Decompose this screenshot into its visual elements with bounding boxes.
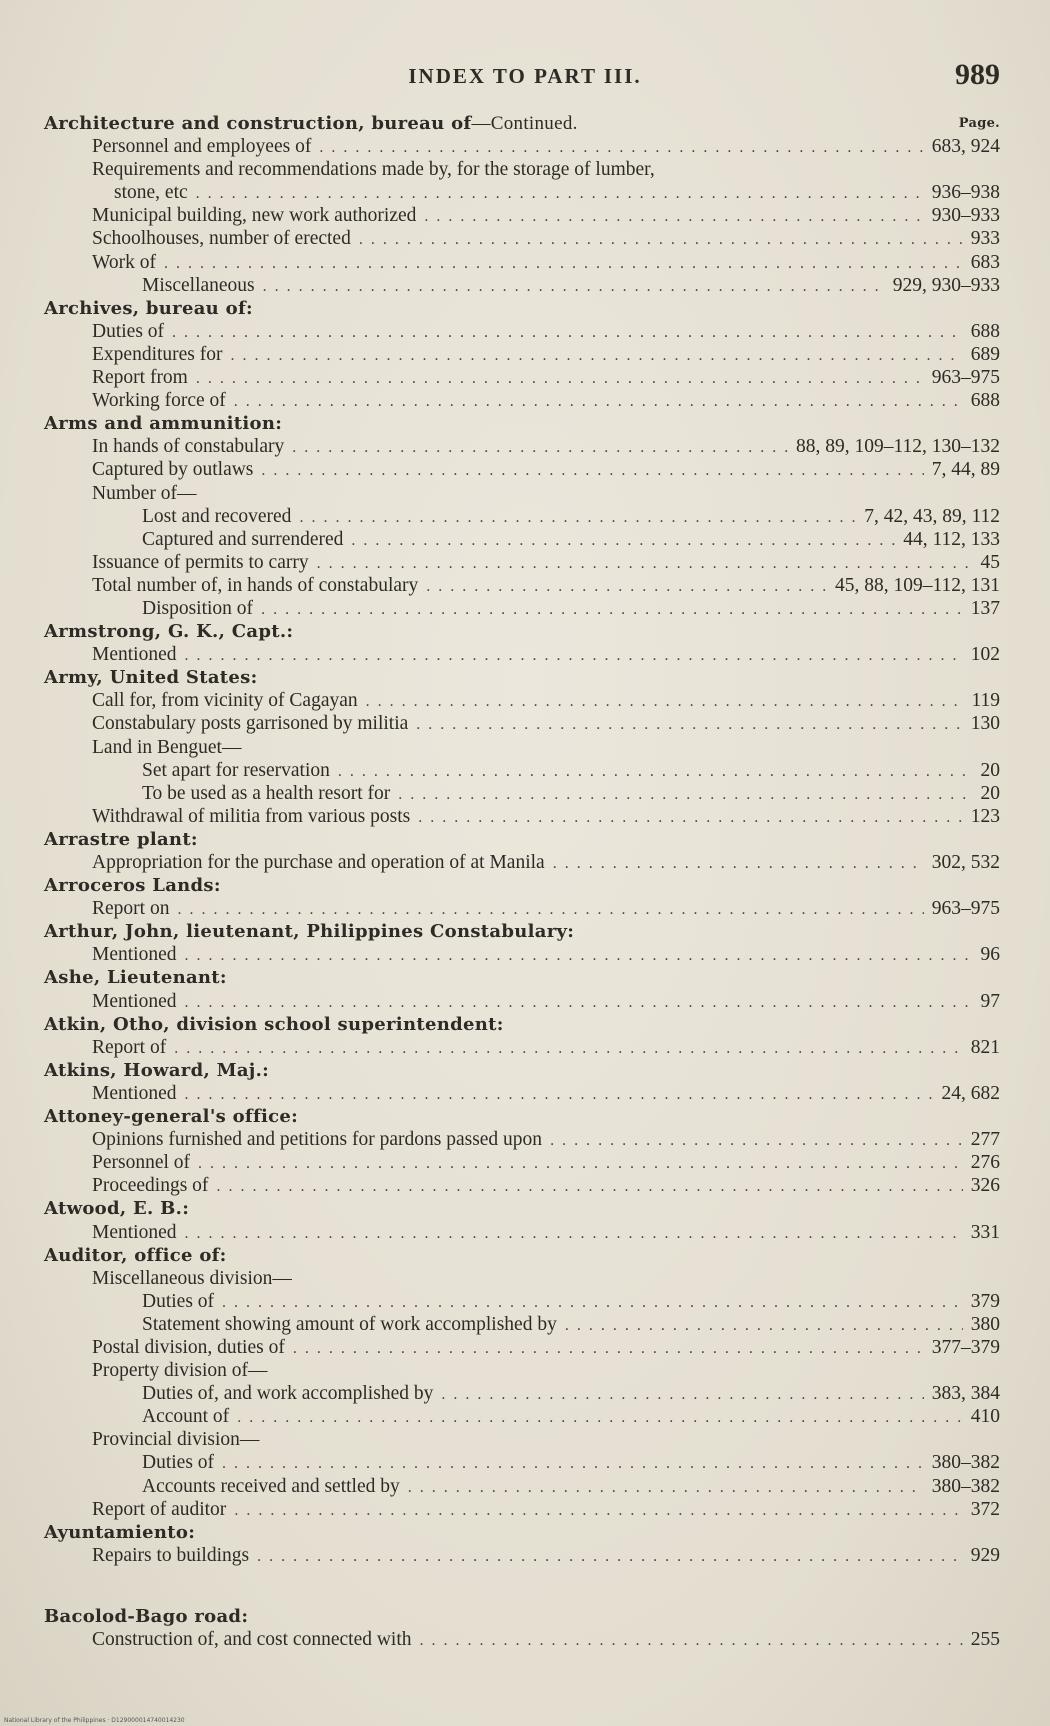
entry-text: Provincial division— (92, 1429, 260, 1451)
index-heading (44, 112, 1000, 135)
entry-page: 689 (970, 343, 1000, 365)
heading-text: Atkin, Otho, division school superintendent: (44, 1013, 504, 1035)
entry-page: 130 (970, 713, 1000, 735)
entry-text: Requirements and recommendations made by, for the storage of lumber, (92, 159, 655, 181)
heading-text: Auditor, office of: (44, 1244, 227, 1266)
index-heading (44, 1521, 1000, 1544)
entry-text: Lost and recovered (142, 505, 292, 527)
entry-page: 380 (970, 1313, 1000, 1335)
index-entry (44, 897, 1000, 920)
index-entry (44, 1174, 1000, 1197)
scan-footer: National Library of the Philippines · D129000014740014230 (4, 1717, 185, 1724)
entry-page: 7, 44, 89 (931, 459, 1000, 481)
entry-text: Duties of, and work accomplished by (142, 1383, 434, 1405)
index-entry (44, 805, 1000, 828)
entry-page: 44, 112, 133 (903, 528, 1000, 550)
index-entry (44, 458, 1000, 481)
entry-page: 137 (970, 597, 1000, 619)
index-entry (44, 1267, 1000, 1290)
entry-text: Issuance of permits to carry (92, 551, 309, 573)
entry-text: Duties of (142, 1290, 215, 1312)
index-heading (44, 1013, 1000, 1036)
index-entry (44, 1628, 1000, 1651)
index-heading (44, 966, 1000, 989)
heading-text: Arrastre plant: (44, 828, 198, 850)
entry-text: Proceedings of (92, 1175, 209, 1197)
entry-page: 963–975 (931, 898, 1000, 920)
entry-page: 936–938 (931, 182, 1000, 204)
entry-text: Report from (92, 367, 188, 389)
heading-text: Arroceros Lands: (44, 875, 221, 897)
index-entry (44, 505, 1000, 528)
index-entry (44, 158, 1000, 181)
entry-page: 20 (980, 782, 1000, 804)
index-entry (44, 551, 1000, 574)
entry-text: Statement showing amount of work accomplished by (142, 1313, 557, 1335)
entry-text: Call for, from vicinity of Cagayan (92, 690, 358, 712)
heading-text: Arthur, John, lieutenant, Philippines Constabulary: (44, 921, 575, 943)
entry-text: Duties of (142, 1452, 215, 1474)
index-entry (44, 482, 1000, 505)
index-list (44, 112, 1000, 1651)
index-entry (44, 1544, 1000, 1567)
entry-page: 821 (970, 1036, 1000, 1058)
entry-text: Miscellaneous (142, 274, 255, 296)
index-entry (44, 204, 1000, 227)
entry-page: 123 (970, 805, 1000, 827)
entry-page: 277 (970, 1129, 1000, 1151)
entry-text: Personnel of (92, 1152, 191, 1174)
entry-text: Account of (142, 1406, 230, 1428)
index-entry (44, 1036, 1000, 1059)
index-heading (44, 1197, 1000, 1220)
entry-text: Working force of (92, 390, 226, 412)
heading-text: Armstrong, G. K., Capt.: (44, 621, 294, 643)
entry-text: Captured and surrendered (142, 528, 344, 550)
entry-page: 930–933 (931, 205, 1000, 227)
index-entry (44, 759, 1000, 782)
page-number: 989 (955, 58, 1000, 91)
index-entry (44, 1405, 1000, 1428)
index-entry (44, 343, 1000, 366)
index-entry (44, 389, 1000, 412)
entry-page: 276 (970, 1152, 1000, 1174)
entry-text: Report on (92, 898, 170, 920)
index-entry (44, 1336, 1000, 1359)
entry-text: Expenditures for (92, 343, 223, 365)
index-entry (44, 851, 1000, 874)
entry-page: 45 (980, 551, 1000, 573)
index-entry (44, 643, 1000, 666)
continued-label: —Continued. (471, 113, 578, 134)
index-entry (44, 1082, 1000, 1105)
entry-text: Construction of, and cost connected with (92, 1629, 412, 1650)
entry-text: Report of auditor (92, 1498, 227, 1520)
index-heading (44, 874, 1000, 897)
heading-text: Bacolod-Bago road: (44, 1605, 249, 1627)
entry-page: 302, 532 (931, 852, 1000, 873)
heading-text: Architecture and construction, bureau of (44, 113, 472, 134)
entry-page: 96 (980, 944, 1000, 966)
index-entry (44, 366, 1000, 389)
index-entry (44, 1313, 1000, 1336)
entry-text: Postal division, duties of (92, 1336, 285, 1358)
entry-text: Set apart for reservation (142, 759, 330, 781)
page-header (0, 58, 1050, 98)
entry-page: 326 (970, 1175, 1000, 1197)
entry-page: 380–382 (931, 1475, 1000, 1497)
index-entry (44, 227, 1000, 250)
heading-text: Attoney-general's office: (44, 1106, 299, 1128)
entry-text: Schoolhouses, number of erected (92, 228, 351, 250)
index-entry (44, 274, 1000, 297)
entry-text: Withdrawal of militia from various posts (92, 805, 411, 827)
index-heading (44, 297, 1000, 320)
index-heading (44, 920, 1000, 943)
entry-text: Appropriation for the purchase and operation of at Manila (92, 852, 545, 873)
index-entry (44, 181, 1000, 204)
entry-text: Miscellaneous division— (92, 1267, 292, 1289)
index-heading (44, 1244, 1000, 1267)
entry-page: 383, 384 (931, 1383, 1000, 1405)
index-entry (44, 1475, 1000, 1498)
entry-text: Municipal building, new work authorized (92, 205, 417, 227)
entry-page: 119 (971, 690, 1000, 712)
entry-page: 255 (970, 1629, 1000, 1650)
entry-page: 963–975 (931, 367, 1000, 389)
heading-text: Army, United States: (44, 667, 258, 689)
entry-text: Opinions furnished and petitions for pardons passed upon (92, 1129, 543, 1151)
entry-text: Disposition of (142, 597, 254, 619)
entry-page: 410 (970, 1406, 1000, 1428)
entry-text: Land in Benguet— (92, 736, 242, 758)
entry-page: 380–382 (931, 1452, 1000, 1474)
index-heading (44, 666, 1000, 689)
index-entry (44, 943, 1000, 966)
index-entry (44, 251, 1000, 274)
entry-page: 379 (970, 1290, 1000, 1312)
heading-text: Arms and ammunition: (44, 413, 283, 435)
entry-text: Constabulary posts garrisoned by militia (92, 713, 409, 735)
index-entry (44, 736, 1000, 759)
index-entry (44, 782, 1000, 805)
entry-page: 372 (970, 1498, 1000, 1520)
entry-text: Captured by outlaws (92, 459, 254, 481)
entry-text: Duties of (92, 320, 165, 342)
entry-text: To be used as a health resort for (142, 782, 391, 804)
entry-page: 683, 924 (931, 136, 1000, 158)
entry-page: 929, 930–933 (892, 274, 1000, 296)
entry-page: 683 (970, 251, 1000, 273)
entry-page: 688 (970, 390, 1000, 412)
index-entry (44, 135, 1000, 158)
entry-page: 20 (980, 759, 1000, 781)
index-heading (44, 620, 1000, 643)
index-heading (44, 828, 1000, 851)
entry-text: Mentioned (92, 944, 177, 966)
entry-text: Mentioned (92, 990, 177, 1012)
entry-text: In hands of constabulary (92, 436, 285, 458)
index-heading (44, 1605, 1000, 1628)
index-heading (44, 412, 1000, 435)
entry-text: Mentioned (92, 1221, 177, 1243)
heading-text: Ashe, Lieutenant: (44, 967, 227, 989)
index-heading (44, 1059, 1000, 1082)
entry-text: Number of— (92, 482, 197, 504)
entry-page: 45, 88, 109–112, 131 (834, 574, 1000, 596)
index-entry (44, 435, 1000, 458)
index-entry (44, 1428, 1000, 1451)
entry-page: 929 (970, 1544, 1000, 1566)
index-entry (44, 320, 1000, 343)
index-entry (44, 528, 1000, 551)
entry-page: 88, 89, 109–112, 130–132 (795, 436, 1000, 458)
entry-page: 24, 682 (941, 1082, 1000, 1104)
entry-text: stone, etc (114, 182, 188, 204)
entry-text: Report of (92, 1036, 167, 1058)
entry-text: Total number of, in hands of constabulary (92, 574, 419, 596)
entry-text: Personnel and employees of (92, 136, 312, 158)
heading-text: Archives, bureau of: (44, 297, 253, 319)
index-entry (44, 1451, 1000, 1474)
entry-page: 933 (970, 228, 1000, 250)
section-gap (44, 1567, 1000, 1605)
entry-text: Repairs to buildings (92, 1544, 250, 1566)
index-entry (44, 689, 1000, 712)
entry-text: Property division of— (92, 1360, 268, 1382)
running-head: INDEX TO PART III. (408, 64, 642, 88)
index-entry (44, 597, 1000, 620)
heading-text: Ayuntamiento: (44, 1521, 196, 1543)
entry-page: 7, 42, 43, 89, 112 (864, 505, 1000, 527)
index-entry (44, 990, 1000, 1013)
index-entry (44, 1151, 1000, 1174)
index-heading (44, 1105, 1000, 1128)
index-entry (44, 1382, 1000, 1405)
index-entry (44, 1290, 1000, 1313)
index-entry (44, 1498, 1000, 1521)
entry-page: 102 (970, 644, 1000, 666)
index-entry (44, 1359, 1000, 1382)
heading-text: Atkins, Howard, Maj.: (44, 1059, 270, 1081)
page-column-label: Page. (958, 116, 1000, 131)
index-entry (44, 1221, 1000, 1244)
index-entry (44, 1128, 1000, 1151)
heading-text: Atwood, E. B.: (44, 1198, 190, 1220)
entry-text: Accounts received and settled by (142, 1475, 400, 1497)
entry-text: Mentioned (92, 1082, 177, 1104)
entry-text: Mentioned (92, 644, 177, 666)
index-entry (44, 574, 1000, 597)
entry-page: 377–379 (931, 1336, 1000, 1358)
entry-text: Work of (92, 251, 156, 273)
entry-page: 97 (980, 990, 1000, 1012)
entry-page: 688 (970, 320, 1000, 342)
index-entry (44, 712, 1000, 735)
entry-page: 331 (970, 1221, 1000, 1243)
